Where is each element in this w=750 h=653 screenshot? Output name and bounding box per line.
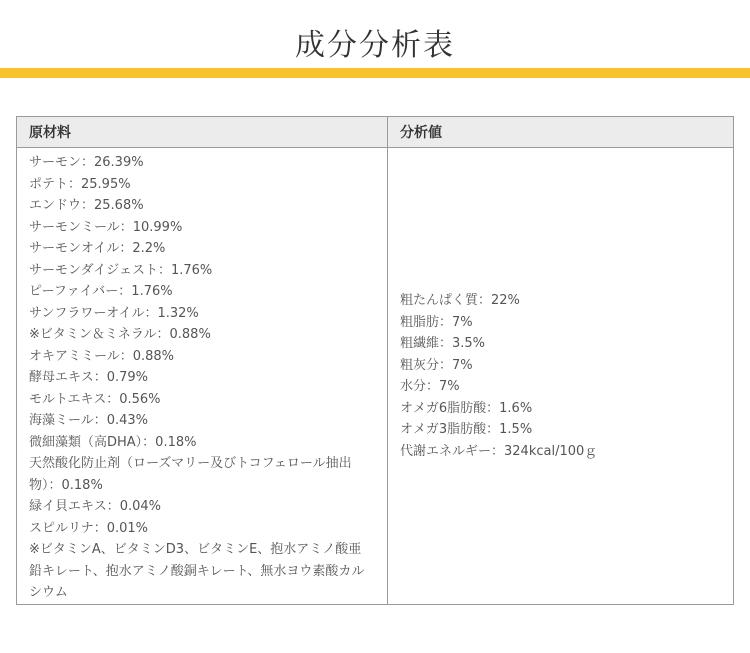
table-header-row — [17, 117, 733, 148]
ingredient-line: サーモンオイル：2.2% — [29, 241, 166, 256]
ingredient-line: ※ビタミンA、ビタミンD3、ビタミンE、抱水アミノ酸亜 — [29, 542, 362, 557]
analysis-line: 粗脂肪：7% — [400, 314, 473, 330]
analysis-line: 粗繊維：3.5% — [400, 336, 486, 351]
ingredient-line: 物）：0.18% — [29, 477, 103, 493]
analysis-cell — [388, 148, 734, 605]
header-analysis: 分析値 — [388, 117, 734, 148]
ingredient-line: シウム — [29, 585, 68, 600]
ingredient-line: サーモンミール：10.99% — [29, 219, 183, 235]
ingredient-line: 微細藻類（高DHA）：0.18% — [29, 434, 197, 450]
ingredient-line: オキアミミール：0.88% — [29, 348, 175, 364]
analysis-line: 粗たんぱく質：22% — [400, 293, 520, 308]
ingredient-line: ポテト：25.95% — [29, 176, 131, 192]
analysis-table — [17, 117, 733, 604]
ingredient-line: サーモンダイジェスト：1.76% — [29, 262, 213, 278]
ingredient-line: 海藻ミール：0.43% — [29, 413, 149, 428]
ingredient-line: サンフラワーオイル：1.32% — [29, 305, 199, 321]
ingredient-line: モルトエキス：0.56% — [29, 391, 161, 407]
ingredient-line: サーモン：26.39% — [29, 155, 144, 170]
ingredient-line: 天然酸化防止剤（ローズマリー及びトコフェロール抽出 — [29, 456, 352, 471]
analysis-line: 水分：7% — [400, 379, 460, 394]
ingredient-line: スピルリナ：0.01% — [29, 520, 149, 536]
analysis-line: オメガ6脂肪酸：1.6% — [400, 400, 533, 416]
header-ingredients: 原材料 — [17, 117, 388, 148]
ingredient-line: ピーファイバー：1.76% — [29, 284, 173, 299]
ingredient-line: 鉛キレート、抱水アミノ酸銅キレート、無水ヨウ素酸カル — [29, 563, 365, 579]
page-title: 成分分析表 — [295, 28, 455, 63]
analysis-line: 粗灰分：7% — [400, 357, 473, 373]
ingredient-line: ※ビタミン＆ミネラル：0.88% — [29, 327, 211, 342]
ingredients-list — [29, 152, 387, 604]
analysis-table-container — [16, 116, 734, 605]
analysis-line: 代謝エネルギー：324kcal/100ｇ — [400, 443, 598, 459]
title-underline-bar — [0, 68, 750, 78]
ingredients-cell — [17, 148, 388, 605]
ingredient-line: エンドウ：25.68% — [29, 198, 144, 213]
table-body-row — [17, 148, 733, 605]
analysis-list — [400, 290, 733, 462]
ingredient-line: 緑イ貝エキス：0.04% — [29, 499, 162, 514]
ingredient-line: 酵母エキス：0.79% — [29, 370, 149, 385]
analysis-line: オメガ3脂肪酸：1.5% — [400, 422, 533, 437]
